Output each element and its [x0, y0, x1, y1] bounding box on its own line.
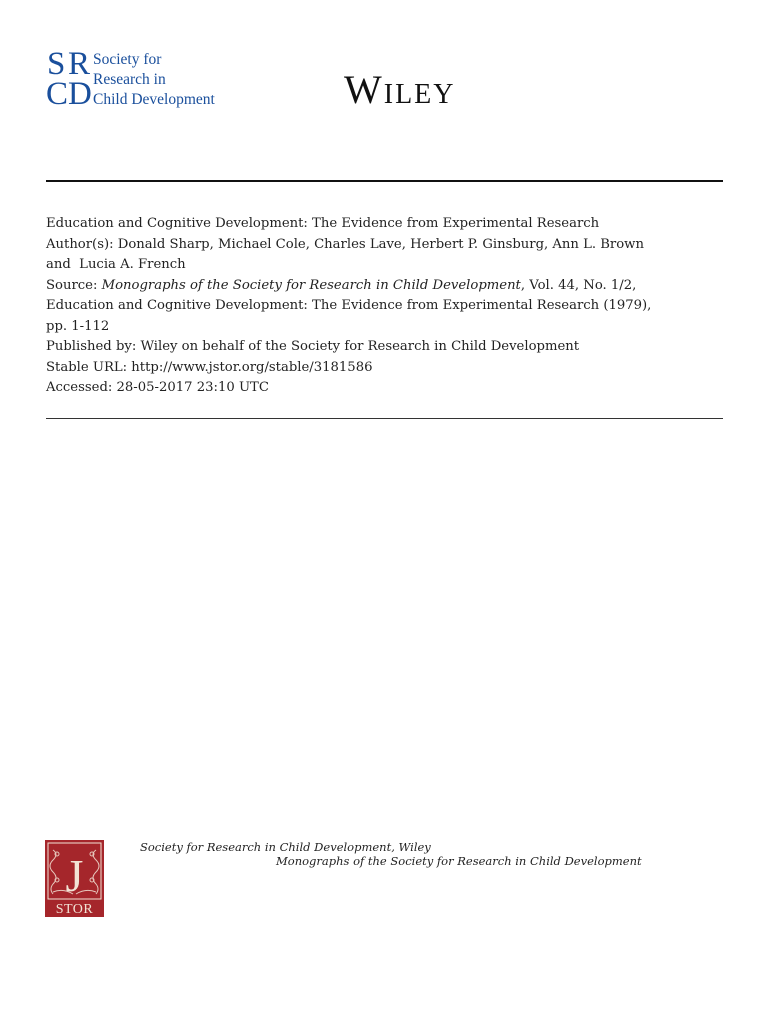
srcd-monogram-icon — [46, 46, 94, 108]
source-line-2: Education and Cognitive Development: The Evidence from Experimental Research (1979), — [46, 298, 652, 313]
srcd-logo-line-3: Child Development — [93, 91, 215, 108]
srcd-logo-text — [93, 50, 215, 110]
source-label: Source: — [46, 277, 102, 293]
srcd-logo-line-2: Research in — [93, 71, 166, 88]
wiley-logo: Wiley — [344, 67, 456, 112]
stable-url[interactable]: Stable URL: http://www.jstor.org/stable/3181586 — [46, 359, 373, 375]
jstor-logo-wordmark: STOR — [55, 902, 94, 917]
srcd-letter-d: D — [68, 76, 92, 108]
top-divider — [46, 180, 723, 182]
srcd-letter-r: R — [68, 46, 91, 82]
srcd-logo — [46, 46, 236, 108]
source-volume: , Vol. 44, No. 1/2, — [520, 277, 637, 293]
srcd-letter-c: C — [46, 76, 69, 108]
srcd-letter-s: S — [47, 46, 66, 82]
citation-block — [46, 214, 726, 399]
source-journal: Monographs of the Society for Research in Child Development — [101, 277, 521, 293]
bottom-divider — [46, 418, 723, 419]
accessed-date: Accessed: 28-05-2017 23:10 UTC — [46, 380, 269, 395]
footer-publishers: Society for Research in Child Development, Wiley — [140, 840, 431, 854]
jstor-logo-letter: J — [65, 850, 84, 901]
source-line-1 — [46, 276, 726, 297]
jstor-logo-icon — [45, 840, 104, 917]
article-title: Education and Cognitive Development: The Evidence from Experimental Research — [46, 216, 600, 231]
authors-line-2: and Lucia A. French — [46, 257, 186, 272]
srcd-logo-line-1: Society for — [93, 51, 162, 68]
authors-line-1: Author(s): Donald Sharp, Michael Cole, Charles Lave, Herbert P. Ginsburg, Ann L. Brown — [46, 236, 644, 252]
source-pages: pp. 1-112 — [46, 318, 110, 334]
footer-journal: Monographs of the Society for Research in Child Development — [276, 854, 642, 868]
published-by: Published by: Wiley on behalf of the Society for Research in Child Development — [46, 339, 580, 354]
